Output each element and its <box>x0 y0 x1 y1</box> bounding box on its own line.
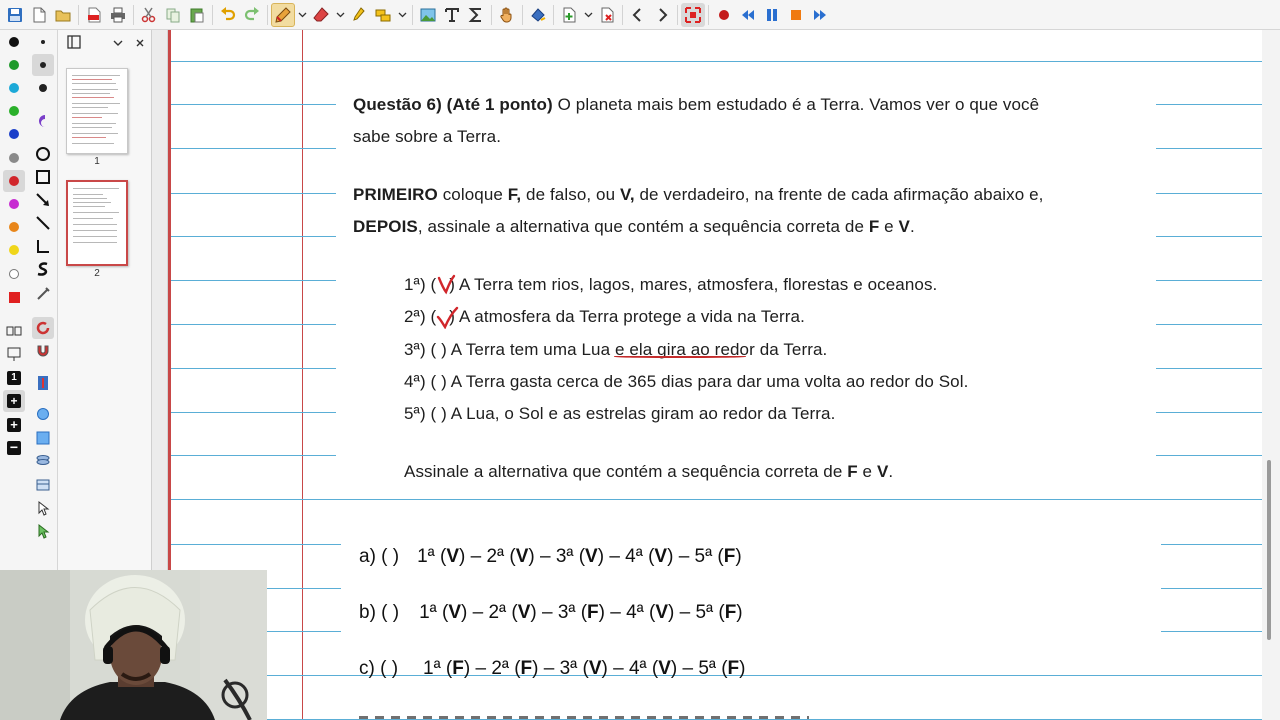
statement-number: 4ª) ( ) <box>404 372 447 391</box>
question-text: O planeta mais bem estudado é a Terra. Vamos ver o que você <box>552 95 1040 114</box>
ruled-line <box>1161 544 1262 545</box>
underline-annotation <box>614 355 746 358</box>
instruction-line1 <box>353 185 1044 205</box>
ruled-line <box>1156 148 1262 149</box>
color-gray[interactable] <box>3 147 25 169</box>
rectangle-icon[interactable] <box>32 166 54 188</box>
instruction-primeiro: PRIMEIRO <box>353 185 438 204</box>
instruction-v: V, <box>619 185 635 204</box>
alternative-prompt-text: . <box>888 462 894 481</box>
left-tool-panel <box>0 30 58 570</box>
option-seq: ) – 4ª ( <box>601 658 659 679</box>
fullscreen-icon[interactable] <box>681 3 705 27</box>
option-seq: ) – 3ª ( <box>528 546 586 567</box>
pdf-icon[interactable] <box>82 3 106 27</box>
ruled-line <box>1156 324 1262 325</box>
option-seq: ) <box>736 602 743 623</box>
option-seq: ) – 2ª ( <box>463 658 521 679</box>
checkmark-annotation <box>437 274 457 296</box>
ruled-line <box>1156 280 1262 281</box>
ruled-line <box>1156 368 1262 369</box>
option-label[interactable]: b) ( ) <box>359 602 400 623</box>
webcam-person-image <box>0 570 267 720</box>
instruction-text: e <box>879 217 899 236</box>
color-blue[interactable] <box>3 123 25 145</box>
record-icon[interactable] <box>712 3 736 27</box>
checkmark-annotation <box>436 305 460 329</box>
statement-text: A Terra tem uma Lua e ela gira ao redor da Terra. <box>446 340 828 359</box>
option-label[interactable]: c) ( ) <box>359 658 399 679</box>
panel-view-icon[interactable] <box>66 34 82 55</box>
page-thumbnail[interactable] <box>66 68 128 154</box>
tools-icon[interactable] <box>32 283 54 305</box>
alternative-prompt-text: e <box>857 462 877 481</box>
instruction-text: , assinale a alternativa que contém a sequência correta de <box>417 217 869 236</box>
option-seq: 1ª ( <box>423 658 453 679</box>
eraser-dropdown-icon[interactable] <box>333 3 347 27</box>
layout-icon[interactable] <box>3 320 25 342</box>
option-seq: ) – 5ª ( <box>668 602 725 623</box>
instruction-f: F <box>868 217 880 236</box>
save-icon[interactable] <box>3 3 27 27</box>
color-dark-green[interactable] <box>3 54 25 76</box>
previous-icon[interactable] <box>626 3 650 27</box>
option-value: F <box>452 658 464 679</box>
option-seq: ) – 2ª ( <box>459 546 516 567</box>
option-value: V <box>515 546 529 567</box>
color-orange[interactable] <box>3 216 25 238</box>
fast-forward-icon[interactable] <box>808 3 832 27</box>
zoom-in-icon[interactable]: + <box>3 414 25 436</box>
ruled-line <box>171 324 336 325</box>
instruction-v: V <box>898 217 910 236</box>
option-value: F <box>724 602 737 623</box>
statement-number: 3ª) ( ) <box>404 340 447 359</box>
ruled-line <box>171 455 336 456</box>
ruled-line <box>1156 193 1262 194</box>
page-number-icon[interactable]: 1 <box>3 367 25 389</box>
pen-dropdown-icon[interactable] <box>295 3 309 27</box>
eraser-icon[interactable] <box>309 3 333 27</box>
alternative-v: V <box>876 462 889 481</box>
line-icon[interactable] <box>32 212 54 234</box>
ruled-line <box>171 236 336 237</box>
ruled-line <box>1161 588 1262 589</box>
pause-icon[interactable] <box>760 3 784 27</box>
statement-paren: ) <box>449 307 456 326</box>
option-value: F <box>723 546 736 567</box>
color-cyan[interactable] <box>3 77 25 99</box>
size-small-icon[interactable] <box>32 31 54 53</box>
alternative-prompt <box>404 462 893 482</box>
option-b[interactable] <box>359 602 743 624</box>
color-red[interactable] <box>3 170 25 192</box>
option-value: V <box>446 546 460 567</box>
grid-icon[interactable]: + <box>3 390 25 412</box>
color-yellow[interactable] <box>3 239 25 261</box>
chevron-down-icon[interactable] <box>113 35 123 53</box>
instruction-text: . <box>910 217 915 236</box>
math-icon[interactable] <box>464 3 488 27</box>
close-icon[interactable] <box>135 35 145 53</box>
arrow-icon[interactable] <box>32 189 54 211</box>
ruled-line <box>1156 236 1262 237</box>
option-value: F <box>587 602 599 623</box>
option-c[interactable] <box>359 658 745 680</box>
next-icon[interactable] <box>650 3 674 27</box>
thumbnail-header <box>58 30 151 58</box>
shape-tool-icon[interactable] <box>371 3 395 27</box>
option-seq: ) <box>739 658 746 679</box>
add-page-dropdown-icon[interactable] <box>581 3 595 27</box>
statement-1 <box>404 275 937 295</box>
statement-paren: ) <box>449 275 456 294</box>
instruction-text: de falso, ou <box>521 185 620 204</box>
stop-icon[interactable] <box>784 3 808 27</box>
ellipse-icon[interactable] <box>32 143 54 165</box>
page-scrollbar[interactable] <box>1262 30 1280 720</box>
redo-icon[interactable] <box>240 3 264 27</box>
ruled-line <box>171 280 336 281</box>
option-label[interactable]: a) ( ) <box>359 546 400 567</box>
statement-5 <box>404 404 835 424</box>
statement-2 <box>404 307 805 327</box>
option-value: V <box>585 546 598 567</box>
statement-number: 5ª) ( ) <box>404 404 447 423</box>
rewind-icon[interactable] <box>736 3 760 27</box>
angle-icon[interactable] <box>32 235 54 257</box>
option-value: V <box>517 602 531 623</box>
option-value: V <box>448 602 462 623</box>
instruction-text: coloque <box>437 185 508 204</box>
size-medium-icon[interactable] <box>32 54 54 76</box>
zoom-out-icon[interactable]: − <box>3 437 25 459</box>
new-page-icon[interactable] <box>27 3 51 27</box>
option-seq: 1ª ( <box>419 602 449 623</box>
instruction-depois: DEPOIS <box>353 217 418 236</box>
stack-icon[interactable] <box>32 474 54 496</box>
option-seq: ) – 4ª ( <box>598 602 656 623</box>
pointer-select-icon[interactable] <box>32 520 54 542</box>
fill-icon[interactable] <box>526 3 550 27</box>
webcam-overlay <box>0 570 267 720</box>
ruled-line <box>1161 631 1262 632</box>
shape-dropdown-icon[interactable] <box>395 3 409 27</box>
statement-text: A Lua, o Sol e as estrelas giram ao redor da Terra. <box>446 404 836 423</box>
color-green[interactable] <box>3 100 25 122</box>
question-title: Questão 6) (Até 1 ponto) <box>353 95 553 114</box>
option-value: V <box>588 658 602 679</box>
color-magenta[interactable] <box>3 193 25 215</box>
statement-number: 1ª) ( <box>404 275 437 294</box>
option-seq: ) <box>735 546 742 567</box>
statement-4 <box>404 372 968 392</box>
presentation-icon[interactable] <box>3 343 25 365</box>
instruction-text: de verdadeiro, na frente de cada afirmação abaixo e, <box>634 185 1044 204</box>
option-value: F <box>727 658 740 679</box>
delete-page-icon[interactable] <box>595 3 619 27</box>
ruled-line <box>171 368 336 369</box>
pointer-icon[interactable] <box>32 497 54 519</box>
ruled-line <box>171 148 336 149</box>
question-title-line <box>353 95 1039 115</box>
main-toolbar <box>0 0 1280 30</box>
page-thumbnail-panel <box>58 30 152 570</box>
statement-text: A atmosfera da Terra protege a vida na Terra. <box>455 307 805 326</box>
lasso-icon[interactable] <box>32 110 54 132</box>
option-seq: ) – 3ª ( <box>530 602 588 623</box>
option-value: F <box>520 658 533 679</box>
highlighter-icon[interactable] <box>347 3 371 27</box>
add-page-icon[interactable] <box>557 3 581 27</box>
split-icon[interactable] <box>32 372 54 394</box>
instruction-line2 <box>353 217 915 237</box>
pen-icon[interactable] <box>271 3 295 27</box>
option-seq: ) – 3ª ( <box>532 658 589 679</box>
ruled-line <box>1156 104 1262 105</box>
instruction-f: F, <box>507 185 522 204</box>
refresh-icon[interactable] <box>32 317 54 339</box>
ruled-line <box>171 499 1262 500</box>
ruled-line <box>171 544 341 545</box>
option-value: V <box>654 546 668 567</box>
layers-icon[interactable] <box>32 450 54 472</box>
option-a[interactable] <box>359 546 742 568</box>
scrollbar-thumb[interactable] <box>1267 460 1271 640</box>
copy-icon[interactable] <box>161 3 185 27</box>
statement-text: A Terra tem rios, lagos, mares, atmosfera, florestas e oceanos. <box>455 275 938 294</box>
option-value: V <box>655 602 669 623</box>
open-folder-icon[interactable] <box>51 3 75 27</box>
ruled-line <box>1156 412 1262 413</box>
statement-text: A Terra gasta cerca de 365 dias para dar uma volta ao redor do Sol. <box>446 372 969 391</box>
option-d-partial <box>359 714 809 720</box>
image-icon[interactable] <box>416 3 440 27</box>
magnet-icon[interactable] <box>32 340 54 362</box>
curve-icon[interactable] <box>32 258 54 280</box>
ruled-line <box>171 193 336 194</box>
cut-icon[interactable] <box>137 3 161 27</box>
option-seq: ) – 4ª ( <box>597 546 655 567</box>
undo-icon[interactable] <box>216 3 240 27</box>
paste-icon[interactable] <box>185 3 209 27</box>
statement-number: 2ª) ( <box>404 307 437 326</box>
ruled-line <box>171 61 1262 62</box>
ruled-line <box>171 412 336 413</box>
thumbnail-number: 2 <box>94 268 100 279</box>
page-margin-line <box>302 30 303 720</box>
color-custom[interactable] <box>3 286 25 308</box>
text-icon[interactable] <box>440 3 464 27</box>
color-black[interactable] <box>3 31 25 53</box>
color-white[interactable] <box>3 263 25 285</box>
page-thumbnail-current[interactable] <box>66 180 128 266</box>
option-value: V <box>658 658 671 679</box>
alternative-f: F <box>847 462 858 481</box>
size-large-icon[interactable] <box>32 77 54 99</box>
thumbnail-number: 1 <box>94 156 100 167</box>
bubble-icon[interactable] <box>32 404 54 426</box>
box-icon[interactable] <box>32 427 54 449</box>
option-seq: ) – 5ª ( <box>667 546 724 567</box>
ruled-line <box>1156 455 1262 456</box>
question-text-line2: sabe sobre a Terra. <box>353 127 502 146</box>
option-seq: 1ª ( <box>417 546 447 567</box>
option-seq: ) – 2ª ( <box>461 602 518 623</box>
alternative-prompt-text: Assinale a alternativa que contém a sequência correta de <box>404 462 848 481</box>
option-seq: ) – 5ª ( <box>670 658 728 679</box>
hand-icon[interactable] <box>495 3 519 27</box>
print-icon[interactable] <box>106 3 130 27</box>
ruled-line <box>171 104 336 105</box>
